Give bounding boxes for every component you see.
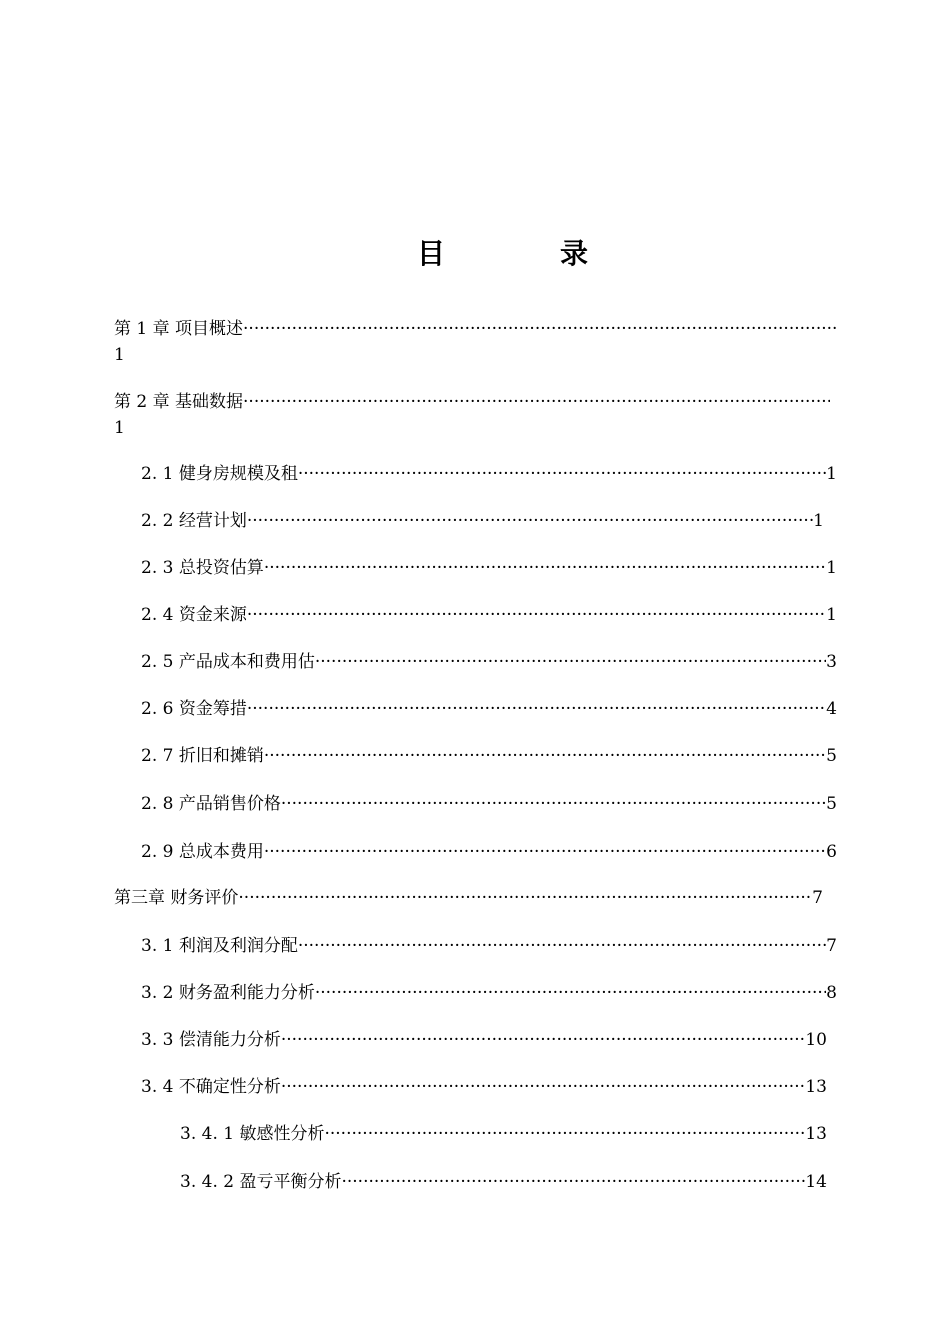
- toc-entry-page-number: 8: [826, 983, 837, 1003]
- toc-leader-dots: [315, 982, 826, 1004]
- toc-entry-3-4[interactable]: [141, 1076, 827, 1098]
- toc-leader-dots: [315, 651, 826, 673]
- toc-entry-label: 3. 4. 1 敏感性分析: [180, 1124, 325, 1144]
- toc-entry-label: 2. 4 资金来源: [141, 605, 247, 625]
- toc-entry-ch3[interactable]: [114, 887, 823, 909]
- toc-entry-label: 2. 3 总投资估算: [141, 558, 264, 578]
- toc-leader-dots: [264, 557, 826, 579]
- toc-title: [0, 232, 950, 272]
- toc-leader-dots: [341, 1171, 805, 1193]
- toc-entry-page-number: 13: [805, 1124, 827, 1144]
- toc-leader-dots: [281, 1029, 806, 1051]
- toc-leader-dots: [264, 841, 826, 863]
- toc-entry-label: 2. 2 经营计划: [141, 511, 247, 531]
- toc-entry-label: 2. 9 总成本费用: [141, 842, 264, 862]
- toc-entry-page-number: 1: [114, 345, 125, 365]
- toc-entry-2-4[interactable]: [141, 604, 837, 626]
- toc-leader-dots: [298, 935, 826, 957]
- toc-entry-label: 2. 7 折旧和摊销: [141, 746, 264, 766]
- toc-entry-page-number: 5: [826, 794, 837, 814]
- toc-entry-label: 3. 2 财务盈利能力分析: [141, 983, 315, 1003]
- toc-entry-page-number: 7: [826, 936, 837, 956]
- toc-leader-dots: [247, 510, 813, 532]
- toc-entry-3-2[interactable]: [141, 982, 837, 1004]
- toc-entry-page-number: 4: [826, 699, 837, 719]
- toc-entry-label: 3. 4 不确定性分析: [141, 1077, 281, 1097]
- toc-entry-ch2[interactable]: [114, 391, 830, 413]
- toc-entry-label: 2. 6 资金筹措: [141, 699, 247, 719]
- toc-entry-label: 3. 3 偿清能力分析: [141, 1030, 281, 1050]
- toc-entry-2-1[interactable]: [141, 463, 837, 485]
- toc-leader-dots: [238, 887, 812, 909]
- toc-entry-3-1[interactable]: [141, 935, 837, 957]
- toc-entry-page-number: 1: [826, 558, 837, 578]
- toc-entry-label: 2. 5 产品成本和费用估: [141, 652, 315, 672]
- toc-leader-dots: [264, 745, 826, 767]
- toc-entry-label: 3. 4. 2 盈亏平衡分析: [180, 1172, 342, 1192]
- toc-entry-ch1[interactable]: [114, 318, 836, 340]
- toc-entry-page-number: 1: [826, 464, 837, 484]
- toc-entry-page-number: 3: [826, 652, 837, 672]
- toc-leader-dots: [281, 793, 826, 815]
- toc-entry-3-4-1[interactable]: [180, 1123, 827, 1145]
- toc-leader-dots: [247, 604, 826, 626]
- toc-entry-label: 2. 1 健身房规模及租: [141, 464, 298, 484]
- toc-entry-3-3[interactable]: [141, 1029, 827, 1051]
- toc-entry-page-number: 14: [805, 1172, 827, 1192]
- toc-leader-dots: [243, 391, 830, 413]
- toc-entry-2-8[interactable]: [141, 793, 837, 815]
- toc-entry-2-6[interactable]: [141, 698, 837, 720]
- toc-entry-label: 第 2 章 基础数据: [114, 392, 244, 412]
- toc-entry-label: 3. 1 利润及利润分配: [141, 936, 298, 956]
- toc-leader-dots: [324, 1123, 805, 1145]
- toc-entry-page-number: 7: [812, 888, 823, 908]
- toc-entry-page-number: 13: [805, 1077, 827, 1097]
- title-char-2: 录: [560, 237, 589, 270]
- toc-entry-page-number: 5: [826, 746, 837, 766]
- toc-leader-dots: [243, 318, 836, 340]
- toc-entry-page-number: 1: [813, 511, 824, 531]
- toc-entry-page-number: 1: [114, 418, 125, 438]
- toc-entry-2-7[interactable]: [141, 745, 837, 767]
- toc-leader-dots: [298, 463, 826, 485]
- toc-entry-2-9[interactable]: [141, 841, 837, 863]
- toc-entry-page-number: 10: [805, 1030, 827, 1050]
- toc-entry-label: 第三章 财务评价: [114, 888, 239, 908]
- toc-entry-2-5[interactable]: [141, 651, 837, 673]
- toc-entry-label: 2. 8 产品销售价格: [141, 794, 281, 814]
- toc-leader-dots: [247, 698, 826, 720]
- toc-entry-page-number: 6: [826, 842, 837, 862]
- title-char-1: 目: [417, 237, 446, 270]
- toc-entry-3-4-2[interactable]: [180, 1171, 827, 1193]
- toc-entry-page-number: 1: [826, 605, 837, 625]
- toc-entry-label: 第 1 章 项目概述: [114, 319, 244, 339]
- toc-entry-2-2[interactable]: [141, 510, 824, 532]
- toc-entry-2-3[interactable]: [141, 557, 837, 579]
- toc-leader-dots: [281, 1076, 806, 1098]
